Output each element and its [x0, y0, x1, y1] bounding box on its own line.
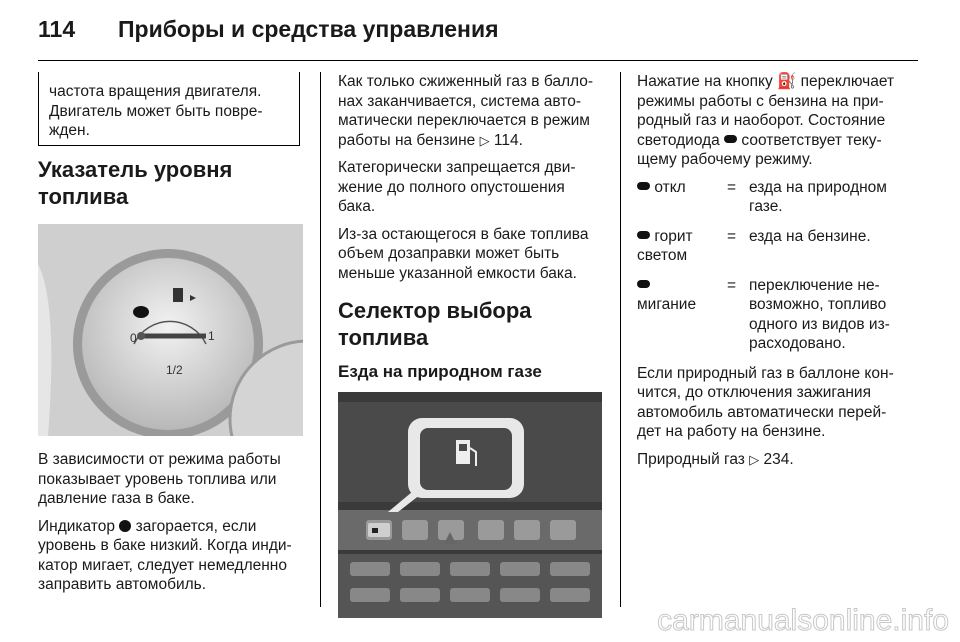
fuel-pump-button-icon — [456, 440, 470, 464]
section-heading-fuel-gauge: Указатель уровня топлива — [38, 157, 233, 209]
paragraph: Если природный газ в баллоне кон-чится, до отключения зажигания автомобиль автоматически перей-дет на работу на бензине. — [637, 364, 894, 440]
column-2 — [338, 72, 606, 618]
paragraph: Категорически запрещается дви-жение до полного опустошения бака. — [338, 159, 576, 215]
led-indicator-icon — [119, 520, 131, 532]
paragraph — [637, 72, 905, 170]
paragraph — [38, 517, 303, 595]
led-indicator-icon — [637, 231, 650, 239]
page-header — [38, 16, 918, 62]
column-divider — [620, 72, 621, 607]
state-eq: = — [727, 227, 737, 245]
section-heading-fuel-selector: Селектор выбора топлива — [338, 298, 532, 350]
page-number: 114 — [38, 16, 76, 42]
text-span: соответствует теку-щему рабочему режиму. — [637, 131, 882, 168]
column-3 — [637, 72, 905, 469]
fuel-selector-figure — [338, 392, 602, 618]
led-indicator-icon — [637, 280, 650, 288]
watermark-text: carmanualsonline.info — [657, 604, 949, 637]
reference-arrow-icon: ▷ — [479, 132, 490, 148]
state-eq: = — [727, 178, 737, 196]
table-row — [637, 276, 905, 364]
state-key — [637, 276, 727, 364]
gauge-label-zero: 0 — [130, 331, 137, 345]
note-text: частота вращения двигателя. Двигатель может быть повре-жден. — [49, 83, 263, 139]
state-key-label: откл — [654, 178, 686, 196]
table-row — [637, 178, 905, 227]
fuel-pump-icon — [173, 288, 183, 302]
paragraph — [637, 450, 905, 470]
text-span: Природный газ — [637, 450, 745, 468]
state-value: переключение не-возможно, топливо одного из видов из-расходовано. — [749, 276, 890, 352]
state-key-label: горит светом — [637, 227, 693, 264]
paragraph: Из-за остающегося в баке топлива объем дозаправки может быть меньше указанной емкости бака. — [338, 225, 589, 282]
state-key — [637, 227, 727, 276]
led-indicator-icon — [133, 306, 149, 318]
fuel-pump-button-icon: ⛽ — [777, 73, 797, 90]
column-1 — [38, 72, 303, 595]
text-span: Индикатор — [38, 517, 115, 535]
state-key-label: мигание — [637, 296, 697, 313]
reference-arrow-icon: ▷ — [749, 451, 760, 467]
gauge-label-one: 1 — [208, 329, 215, 343]
header-rule — [38, 60, 918, 61]
page-reference: 234. — [763, 450, 794, 468]
led-indicator-icon — [637, 182, 650, 190]
gauge-label-half: 1/2 — [166, 363, 183, 377]
table-row — [637, 227, 905, 276]
text-span: загорается, если уровень в баке низкий. Когда инди-катор мигает, следует немедленно заправить автомобиль. — [38, 517, 292, 593]
state-value: езда на природном газе. — [749, 178, 887, 215]
text-span: переключает режимы работы с бензина на при-родный газ и наоборот. Состояние светодиода — [637, 73, 895, 149]
page-title: Приборы и средства управления — [118, 16, 499, 42]
page-reference: 114. — [493, 131, 523, 149]
state-key — [637, 178, 727, 227]
text-span: Как только сжиженный газ в балло-нах заканчивается, система авто-матически переключается в режим работы на бензине — [338, 73, 594, 149]
led-states-table — [637, 178, 905, 364]
column-divider — [320, 72, 321, 607]
paragraph — [338, 72, 606, 150]
text-span: Нажатие на кнопку — [637, 73, 773, 90]
note-box — [38, 72, 300, 146]
state-eq: = — [727, 276, 737, 294]
state-value: езда на бензине. — [749, 227, 871, 245]
fuel-gauge-figure — [38, 224, 303, 436]
subheading-natural-gas: Езда на природном газе — [338, 362, 542, 381]
watermark — [584, 598, 954, 638]
fuel-gauge-illustration — [38, 224, 303, 436]
led-indicator-icon — [724, 135, 737, 143]
fuel-selector-illustration — [338, 392, 602, 618]
paragraph: В зависимости от режима работы показывает уровень топлива или давление газа в баке. — [38, 451, 281, 507]
